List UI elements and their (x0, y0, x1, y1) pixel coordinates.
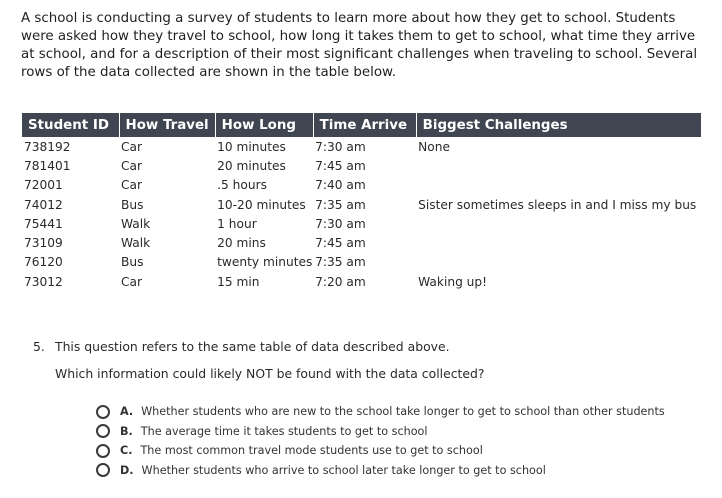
radio-button-icon[interactable] (96, 444, 110, 458)
cell-time-arrive: 7:30 am (315, 139, 366, 154)
table-row (22, 195, 701, 214)
intro-paragraph: A school is conducting a survey of students to learn more about how they get to school. Students were asked how they travel to school, how long it takes them to get to school, what time they arrive at school, and for a description of their most significant challenges when traveling to school. Several rows of the data collected are shown in the table below. (21, 11, 698, 80)
cell-how-travel: Car (121, 139, 142, 154)
option-letter: B. (120, 424, 133, 438)
cell-student-id: 781401 (24, 158, 71, 173)
cell-how-long: 10 minutes (217, 139, 286, 154)
cell-student-id: 738192 (24, 139, 71, 154)
cell-student-id: 73109 (24, 236, 63, 251)
cell-time-arrive: 7:40 am (315, 178, 366, 193)
cell-how-long: 15 min (217, 274, 260, 289)
cell-how-long: 20 minutes (217, 158, 286, 173)
cell-time-arrive: 7:30 am (315, 216, 366, 231)
cell-how-travel: Car (121, 274, 142, 289)
question-prompt: Which information could likely NOT be found with the data collected? (55, 366, 485, 381)
cell-how-travel: Bus (121, 197, 144, 212)
table-header-row (22, 113, 701, 137)
cell-biggest-challenges (416, 233, 701, 252)
cell-biggest-challenges (416, 176, 701, 195)
option-text: Whether students who are new to the school take longer to get to school than other students (141, 405, 665, 419)
answer-option-c[interactable] (96, 441, 706, 461)
radio-button-icon[interactable] (96, 405, 110, 419)
cell-time-arrive: 7:20 am (315, 274, 366, 289)
cell-time-arrive: 7:45 am (315, 158, 366, 173)
header-how-travel: How Travel (119, 113, 215, 137)
header-time-arrive: Time Arrive (313, 113, 416, 137)
cell-student-id: 72001 (24, 178, 63, 193)
answer-option-a[interactable] (96, 402, 706, 422)
survey-data-table (22, 113, 701, 291)
answer-option-b[interactable] (96, 422, 706, 442)
table-row (22, 156, 701, 175)
question-number: 5. (33, 339, 45, 354)
option-text: Whether students who arrive to school later take longer to get to school (141, 463, 546, 477)
cell-how-long: 20 mins (217, 236, 266, 251)
cell-how-long: .5 hours (217, 178, 267, 193)
cell-how-long: 10-20 minutes (217, 197, 306, 212)
cell-biggest-challenges: Waking up! (418, 274, 488, 289)
table-row (22, 176, 701, 195)
header-how-long: How Long (215, 113, 313, 137)
table-row (22, 233, 701, 252)
radio-button-icon[interactable] (96, 463, 110, 477)
cell-how-travel: Car (121, 178, 142, 193)
radio-button-icon[interactable] (96, 424, 110, 438)
cell-biggest-challenges (416, 156, 701, 175)
cell-time-arrive: 7:35 am (315, 197, 366, 212)
answer-option-d[interactable] (96, 461, 706, 481)
answer-options (96, 402, 706, 480)
question-text: This question refers to the same table of data described above. (55, 339, 450, 354)
table-row (22, 214, 701, 233)
option-letter: A. (120, 405, 134, 419)
cell-how-travel: Car (121, 158, 142, 173)
cell-how-travel: Bus (121, 255, 144, 270)
table-row (22, 137, 701, 156)
cell-biggest-challenges: Sister sometimes sleeps in and I miss my bus (418, 197, 697, 212)
cell-how-travel: Walk (121, 236, 151, 251)
cell-how-long: 1 hour (217, 216, 257, 231)
cell-time-arrive: 7:35 am (315, 255, 366, 270)
cell-biggest-challenges: None (418, 139, 450, 154)
cell-biggest-challenges (416, 253, 701, 272)
cell-student-id: 74012 (24, 197, 63, 212)
header-student-id: Student ID (22, 113, 119, 137)
cell-time-arrive: 7:45 am (315, 236, 366, 251)
option-letter: C. (120, 444, 133, 458)
table-row (22, 253, 701, 272)
cell-student-id: 73012 (24, 274, 63, 289)
cell-how-travel: Walk (121, 216, 151, 231)
option-letter: D. (120, 463, 134, 477)
cell-biggest-challenges (416, 214, 701, 233)
option-text: The average time it takes students to get to school (140, 424, 428, 438)
option-text: The most common travel mode students use to get to school (140, 444, 483, 458)
cell-student-id: 76120 (24, 255, 63, 270)
table-row (22, 272, 701, 291)
cell-how-long: twenty minutes (217, 255, 313, 270)
cell-student-id: 75441 (24, 216, 63, 231)
header-biggest-challenges: Biggest Challenges (416, 113, 701, 137)
